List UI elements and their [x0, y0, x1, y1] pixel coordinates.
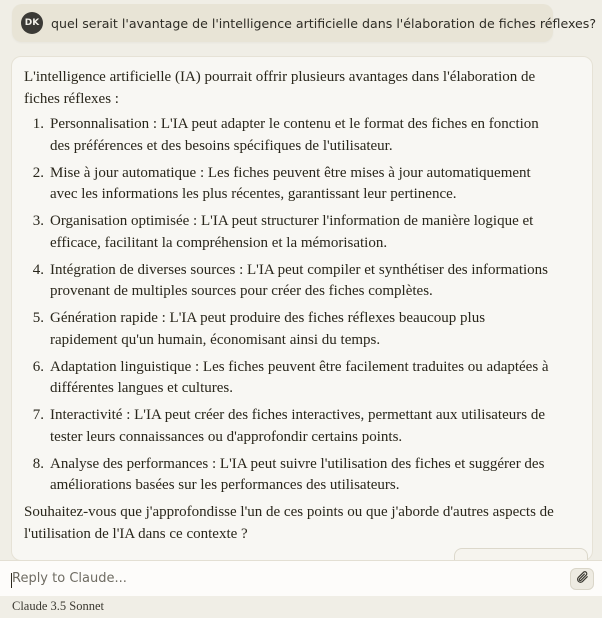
- list-item-number: 3.: [32, 213, 44, 229]
- list-item-text: Mise à jour automatique : Les fiches peuvent être mises à jour automatiquement avec les informations les plus récentes, garantissant leur pertinence.: [50, 164, 531, 202]
- list-item-text: Adaptation linguistique : Les fiches peuvent être facilement traduites ou adaptées à différentes langues et cultures.: [50, 358, 549, 396]
- list-item-number: 8.: [32, 455, 44, 472]
- composer: [0, 560, 602, 596]
- user-message: [12, 4, 597, 42]
- user-message-text: quel serait l'avantage de l'intelligence artificielle dans l'élaboration de fiches réflexes?: [51, 15, 597, 31]
- user-avatar[interactable]: DK: [21, 12, 43, 34]
- list-item-text: Organisation optimisée : L'IA peut structurer l'information de manière logique et efficace, facilitant la compréhension et la mémorisation.: [50, 213, 534, 251]
- reply-input[interactable]: [0, 561, 602, 596]
- model-selector[interactable]: Claude 3.5 Sonnet: [12, 599, 105, 613]
- message-actions-bar[interactable]: [454, 548, 588, 560]
- list-item-number: 2.: [32, 164, 44, 181]
- list-item-text: Personnalisation : L'IA peut adapter le contenu et le format des fiches en fonction des préférences et des besoins spécifiques de l'utilisateur.: [50, 116, 539, 154]
- reply-intro: L'intelligence artificielle (IA) pourrait offrir plusieurs avantages dans l'élaboration de fiches réflexes :: [24, 69, 536, 107]
- list-item: [24, 260, 580, 303]
- list-item-text: Analyse des performances : L'IA peut suivre l'utilisation des fiches et suggérer des améliorations basées sur les performances des utilisateurs.: [50, 455, 545, 493]
- list-item-text: Interactivité : L'IA peut créer des fiches interactives, permettant aux utilisateurs de tester leurs connaissances ou d'approfondir certains points.: [50, 407, 545, 445]
- list-item-number: 7.: [32, 407, 44, 423]
- attach-button[interactable]: [570, 568, 594, 590]
- list-item-number: 5.: [32, 310, 44, 326]
- list-item-number: 6.: [32, 358, 44, 375]
- text-caret: [11, 573, 12, 588]
- list-item-text: Génération rapide : L'IA peut produire des fiches réflexes beaucoup plus rapidement qu'un humain, économisant ainsi du temps.: [50, 310, 486, 348]
- list-item-text: Intégration de diverses sources : L'IA peut compiler et synthétiser des informations provenant de multiples sources pour créer des fiches complètes.: [50, 261, 548, 299]
- advantages-list: [24, 114, 580, 497]
- list-item-number: 1.: [32, 116, 44, 132]
- list-item: [24, 163, 580, 206]
- list-item: [24, 454, 580, 497]
- list-item: [24, 357, 580, 400]
- list-item: [24, 211, 580, 254]
- assistant-reply: [11, 56, 593, 561]
- reply-outro: Souhaitez-vous que j'approfondisse l'un de ces points ou que j'aborde d'autres aspects de l'utilisation de l'IA dans ce contexte ?: [24, 504, 554, 542]
- paperclip-icon: [575, 570, 589, 589]
- list-item-number: 4.: [32, 261, 44, 278]
- list-item: [24, 308, 580, 351]
- list-item: [24, 405, 580, 448]
- list-item: [24, 114, 580, 157]
